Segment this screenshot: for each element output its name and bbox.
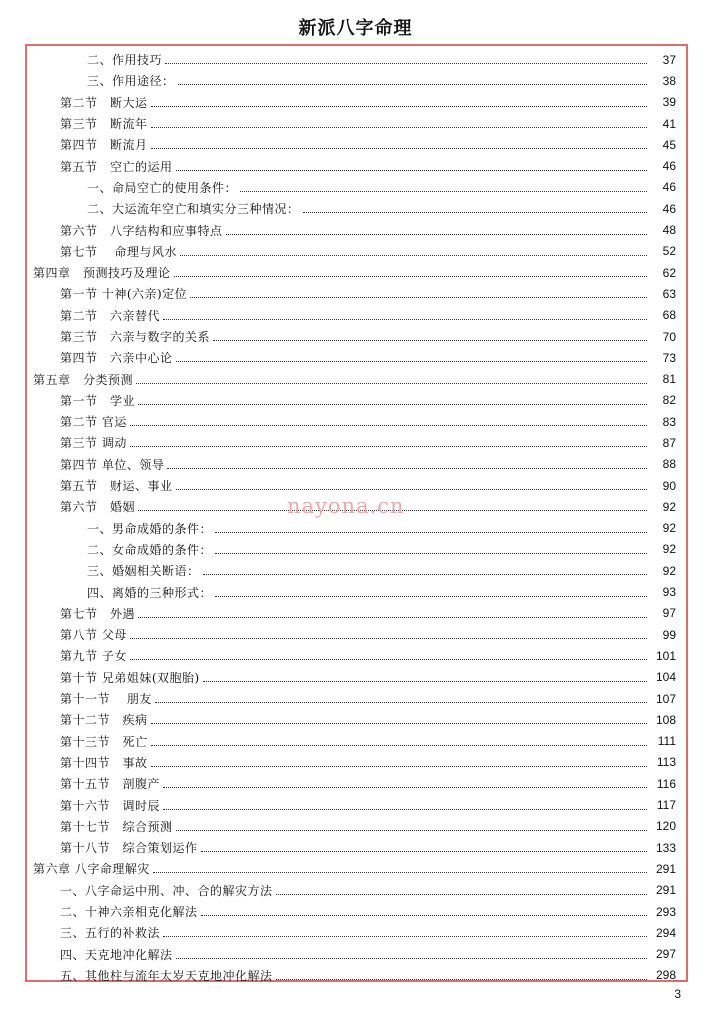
toc-entry[interactable] <box>27 113 686 134</box>
toc-entry-page: 92 <box>662 542 676 557</box>
toc-entry-page: 83 <box>662 414 676 429</box>
dot-leader <box>151 148 647 149</box>
toc-entry[interactable] <box>27 816 686 837</box>
toc-entry[interactable] <box>27 49 686 70</box>
dot-leader <box>213 340 647 341</box>
toc-entry-page: 38 <box>662 73 676 88</box>
toc-entry[interactable] <box>27 262 686 283</box>
toc-entry-title: 五、其他柱与流年太岁天克地冲化解法 <box>60 968 273 983</box>
toc-entry[interactable] <box>27 92 686 113</box>
toc-entry-page: 113 <box>656 755 676 770</box>
toc-entry-page: 46 <box>662 159 676 174</box>
toc-entry-title: 第四章 预测技巧及理论 <box>33 266 171 281</box>
toc-entry[interactable] <box>27 688 686 709</box>
dot-leader <box>178 84 647 85</box>
toc-entry-title: 一、命局空亡的使用条件： <box>87 180 238 195</box>
watermark: nayona.cn <box>287 494 405 518</box>
toc-entry-page: 108 <box>655 712 676 727</box>
toc-entry-page: 92 <box>662 499 676 514</box>
toc-entry-title: 四、天克地冲化解法 <box>60 947 173 962</box>
toc-entry-title: 第十五节 剖腹产 <box>60 777 161 792</box>
toc-entry-page: 101 <box>655 648 676 663</box>
toc-entry-title: 第三节 调动 <box>60 436 127 451</box>
toc-entry[interactable] <box>27 922 686 943</box>
toc-entry-page: 41 <box>662 116 676 131</box>
dot-leader <box>215 553 647 554</box>
dot-leader <box>153 872 647 873</box>
toc-entry-title: 第四节 单位、领导 <box>60 457 165 472</box>
toc-entry-title: 第一节 学业 <box>60 393 136 408</box>
toc-entry[interactable] <box>27 283 686 304</box>
toc-entry[interactable] <box>27 645 686 666</box>
toc-entry-title: 二、大运流年空亡和填实分三种情况： <box>87 202 300 217</box>
toc-entry-title: 第五章 分类预测 <box>33 372 134 387</box>
dot-leader <box>276 979 647 980</box>
dot-leader <box>155 702 647 703</box>
toc-entry-page: 52 <box>662 244 676 259</box>
toc-entry[interactable] <box>27 241 686 262</box>
toc-entry-page: 117 <box>656 798 676 813</box>
toc-entry[interactable] <box>27 539 686 560</box>
dot-leader <box>151 745 647 746</box>
dot-leader <box>130 425 647 426</box>
toc-entry-page: 87 <box>662 435 676 450</box>
toc-entry-title: 第七节 命理与风水 <box>60 244 177 259</box>
toc-entry-page: 111 <box>657 734 676 749</box>
toc-entry[interactable] <box>27 454 686 475</box>
toc-entry-page: 46 <box>662 201 676 216</box>
toc-entry[interactable] <box>27 581 686 602</box>
toc-entry-title: 第八节 父母 <box>60 628 127 643</box>
toc-entry[interactable] <box>27 368 686 389</box>
toc-entry-title: 第六节 八字结构和应事特点 <box>60 223 223 238</box>
page-number: 3 <box>674 987 681 1001</box>
toc-entry[interactable] <box>27 305 686 326</box>
toc-entry[interactable] <box>27 155 686 176</box>
toc-entry-page: 46 <box>662 180 676 195</box>
dot-leader <box>136 383 647 384</box>
dot-leader <box>163 319 647 320</box>
dot-leader <box>174 276 647 277</box>
toc-entry[interactable] <box>27 752 686 773</box>
toc-entry-page: 116 <box>656 776 676 791</box>
toc-entry-title: 第一节 十神(六亲)定位 <box>60 287 188 302</box>
dot-leader <box>201 851 647 852</box>
toc-entry[interactable] <box>27 198 686 219</box>
dot-leader <box>215 532 647 533</box>
toc-entry-page: 293 <box>655 904 676 919</box>
toc-entry-title: 第十一节 朋友 <box>60 692 152 707</box>
toc-entry-title: 一、男命成婚的条件： <box>87 521 213 536</box>
dot-leader <box>151 106 647 107</box>
toc-entry-title: 第二节 官运 <box>60 415 127 430</box>
toc-entry[interactable] <box>27 773 686 794</box>
toc-entry-page: 70 <box>662 329 676 344</box>
toc-entry-page: 120 <box>655 819 676 834</box>
toc-entry[interactable] <box>27 134 686 155</box>
toc-entry-title: 第十二节 疾病 <box>60 713 148 728</box>
toc-entry-title: 第三节 六亲与数字的关系 <box>60 330 211 344</box>
toc-entry-title: 第五节 空亡的运用 <box>60 159 173 174</box>
toc-entry-title: 第十六节 调时辰 <box>60 798 161 813</box>
toc-entry[interactable] <box>27 731 686 752</box>
toc-entry[interactable] <box>27 880 686 901</box>
dot-leader <box>203 681 647 682</box>
toc-entry[interactable] <box>27 70 686 91</box>
toc-entry-title: 第六章 八字命理解灾 <box>33 862 150 877</box>
toc-entry[interactable] <box>27 603 686 624</box>
toc-entry-page: 97 <box>662 606 676 621</box>
toc-entry-page: 104 <box>655 670 676 685</box>
toc-entry-title: 三、婚姻相关断语： <box>87 564 200 579</box>
dot-leader <box>176 361 647 362</box>
toc-entry-page: 88 <box>662 457 676 472</box>
toc-entry-title: 二、女命成婚的条件： <box>87 542 213 557</box>
toc-entry-page: 73 <box>662 350 676 365</box>
toc-entry-page: 291 <box>655 861 676 876</box>
toc-entry-page: 63 <box>662 286 676 301</box>
toc-entry[interactable] <box>27 219 686 240</box>
toc-entry-page: 92 <box>662 563 676 578</box>
dot-leader <box>215 596 647 597</box>
toc-entry-title: 第九节 子女 <box>60 649 127 664</box>
toc-entry-title: 二、十神六亲相克化解法 <box>60 905 198 920</box>
toc-entry-page: 82 <box>662 393 676 408</box>
toc-entry-page: 107 <box>655 691 676 706</box>
toc-entry-page: 133 <box>655 840 676 855</box>
toc-entry-title: 第十八节 综合策划运作 <box>60 841 198 856</box>
toc-entry-page: 81 <box>662 372 676 387</box>
document-title: 新派八字命理 <box>298 18 413 39</box>
dot-leader <box>167 468 647 469</box>
toc-entry-title: 三、五行的补救法 <box>60 926 161 941</box>
toc-entry-page: 294 <box>655 925 676 940</box>
dot-leader <box>151 766 647 767</box>
toc-entry[interactable] <box>27 624 686 645</box>
dot-leader <box>176 489 647 490</box>
toc-entry-page: 39 <box>662 95 676 110</box>
toc-entry-title: 二、作用技巧 <box>87 53 163 68</box>
dot-leader <box>138 404 647 405</box>
dot-leader <box>151 723 647 724</box>
dot-leader <box>276 894 647 895</box>
toc-entry-title: 第十四节 事故 <box>60 755 148 770</box>
toc-entry-title: 第二节 六亲替代 <box>60 308 161 323</box>
toc-entry-page: 93 <box>662 585 676 600</box>
toc-entry-page: 48 <box>662 223 676 238</box>
toc-entry-title: 第四节 断流月 <box>60 138 148 153</box>
toc-entry-title: 第五节 财运、事业 <box>60 479 173 494</box>
dot-leader <box>165 63 647 64</box>
toc-entry[interactable] <box>27 837 686 858</box>
dot-leader <box>130 659 647 660</box>
toc-entry[interactable] <box>27 560 686 581</box>
dot-leader <box>176 170 647 171</box>
dot-leader <box>203 574 647 575</box>
toc-entry-page: 298 <box>655 968 676 983</box>
toc-entry[interactable] <box>27 858 686 879</box>
toc-entry-title: 第十三节 死亡 <box>60 734 148 749</box>
toc-entry-title: 第三节 断流年 <box>60 117 148 132</box>
toc-entry-page: 62 <box>662 265 676 280</box>
toc-entry[interactable] <box>27 667 686 688</box>
dot-leader <box>163 936 647 937</box>
toc-entry[interactable] <box>27 965 686 986</box>
dot-leader <box>176 958 647 959</box>
toc-entry[interactable] <box>27 432 686 453</box>
toc-entry[interactable] <box>27 326 686 347</box>
toc-entry-title: 第十节 兄弟姐妹(双胞胎) <box>60 670 200 685</box>
toc-entry[interactable] <box>27 901 686 922</box>
dot-leader <box>130 446 647 447</box>
toc-entry-page: 291 <box>655 883 676 898</box>
toc-entry-page: 45 <box>662 137 676 152</box>
toc-entry[interactable] <box>27 709 686 730</box>
dot-leader <box>151 127 647 128</box>
dot-leader <box>163 809 647 810</box>
toc-entry[interactable] <box>27 794 686 815</box>
toc-entry-title: 第十七节 综合预测 <box>60 819 173 834</box>
toc-entry[interactable] <box>27 347 686 368</box>
toc-entry-page: 68 <box>662 308 676 323</box>
dot-leader <box>226 234 647 235</box>
toc-entry-title: 四、离婚的三种形式： <box>87 585 213 600</box>
toc-entry[interactable] <box>27 943 686 964</box>
dot-leader <box>180 255 647 256</box>
toc-entry-page: 99 <box>662 627 676 642</box>
dot-leader <box>176 830 647 831</box>
toc-entry-title: 一、八字命运中刑、冲、合的解灾方法 <box>60 883 273 898</box>
toc-entry[interactable] <box>27 518 686 539</box>
toc-entry[interactable] <box>27 177 686 198</box>
toc-entry-title: 第二节 断大运 <box>60 95 148 110</box>
toc-entry-page: 37 <box>662 52 676 67</box>
toc-entry-page: 92 <box>662 521 676 536</box>
toc-entry-title: 第七节 外遇 <box>60 606 136 621</box>
toc-entry-page: 90 <box>662 478 676 493</box>
toc-entry-title: 第四节 六亲中心论 <box>60 351 173 366</box>
dot-leader <box>190 297 647 298</box>
dot-leader <box>240 191 647 192</box>
dot-leader <box>130 638 647 639</box>
dot-leader <box>303 212 647 213</box>
toc-entry-title: 三、作用途径： <box>87 74 175 89</box>
toc-entry[interactable] <box>27 411 686 432</box>
toc-entry-page: 297 <box>655 947 676 962</box>
toc-entry-title: 第六节 婚姻 <box>60 500 136 515</box>
toc-entry[interactable] <box>27 390 686 411</box>
dot-leader <box>201 915 647 916</box>
dot-leader <box>138 617 647 618</box>
dot-leader <box>163 787 647 788</box>
